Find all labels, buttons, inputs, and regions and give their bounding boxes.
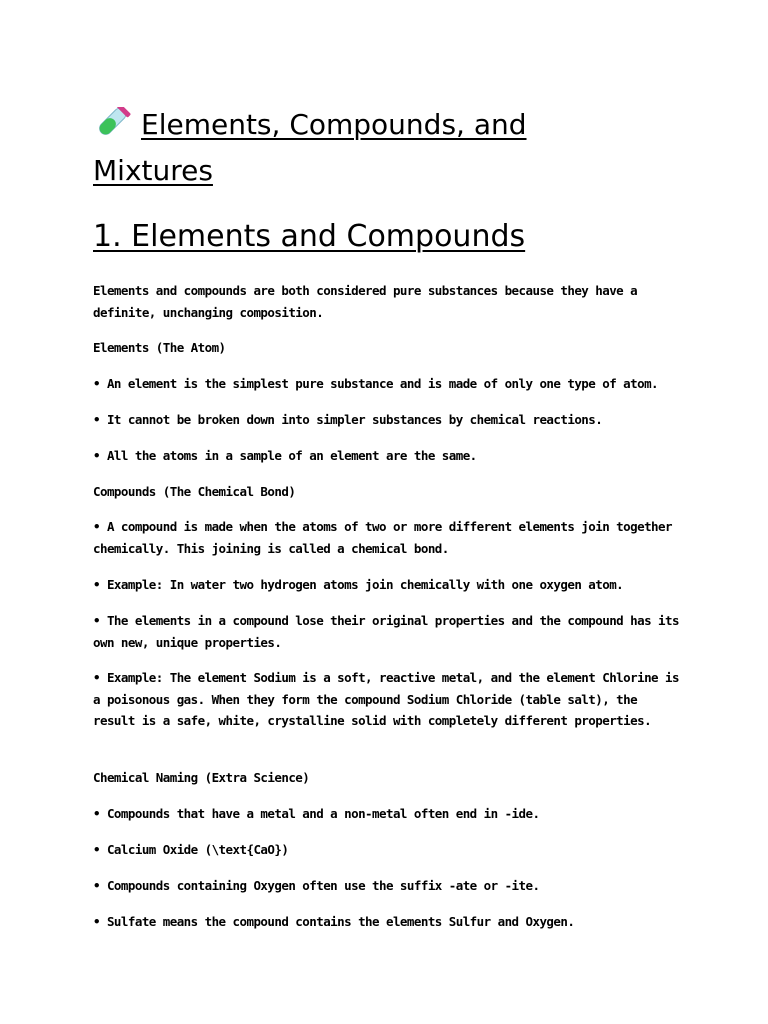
bullet-item: • It cannot be broken down into simpler substances by chemical reactions. (93, 412, 603, 427)
bullet-item: • Compounds that have a metal and a non-metal often end in -ide. (93, 806, 540, 821)
subheading-compounds: Compounds (The Chemical Bond) (93, 484, 296, 499)
intro-paragraph: Elements and compounds are both considered pure substances because they have a definite, unchanging composition. (93, 283, 638, 320)
subheading-naming: Chemical Naming (Extra Science) (93, 770, 310, 785)
bullet-item: • Example: In water two hydrogen atoms join chemically with one oxygen atom. (93, 577, 624, 592)
section-heading: 1. Elements and Compounds (93, 219, 526, 254)
subheading-elements: Elements (The Atom) (93, 340, 226, 355)
title-text: Elements, Compounds, and Mixtures (93, 108, 527, 187)
bullet-item: • Sulfate means the compound contains the elements Sulfur and Oxygen. (93, 914, 575, 929)
bullet-item: • Example: The element Sodium is a soft, reactive metal, and the element Chlorine is a poisonous gas. When they form the compound Sodium Chloride (table salt), the result is a safe, white, crystalline solid with completely different properties. (93, 670, 679, 728)
bullet-item: • An element is the simplest pure substance and is made of only one type of atom. (93, 376, 659, 391)
test-tube-icon (93, 105, 131, 135)
page-title (93, 102, 613, 194)
bullet-item: • All the atoms in a sample of an element are the same. (93, 448, 477, 463)
bullet-item: • Compounds containing Oxygen often use the suffix -ate or -ite. (93, 878, 540, 893)
bullet-item: • The elements in a compound lose their original properties and the compound has its own new, unique properties. (93, 613, 679, 650)
bullet-item: • Calcium Oxide (\text{CaO}) (93, 842, 289, 857)
bullet-item: • A compound is made when the atoms of two or more different elements join together chemically. This joining is called a chemical bond. (93, 519, 672, 556)
